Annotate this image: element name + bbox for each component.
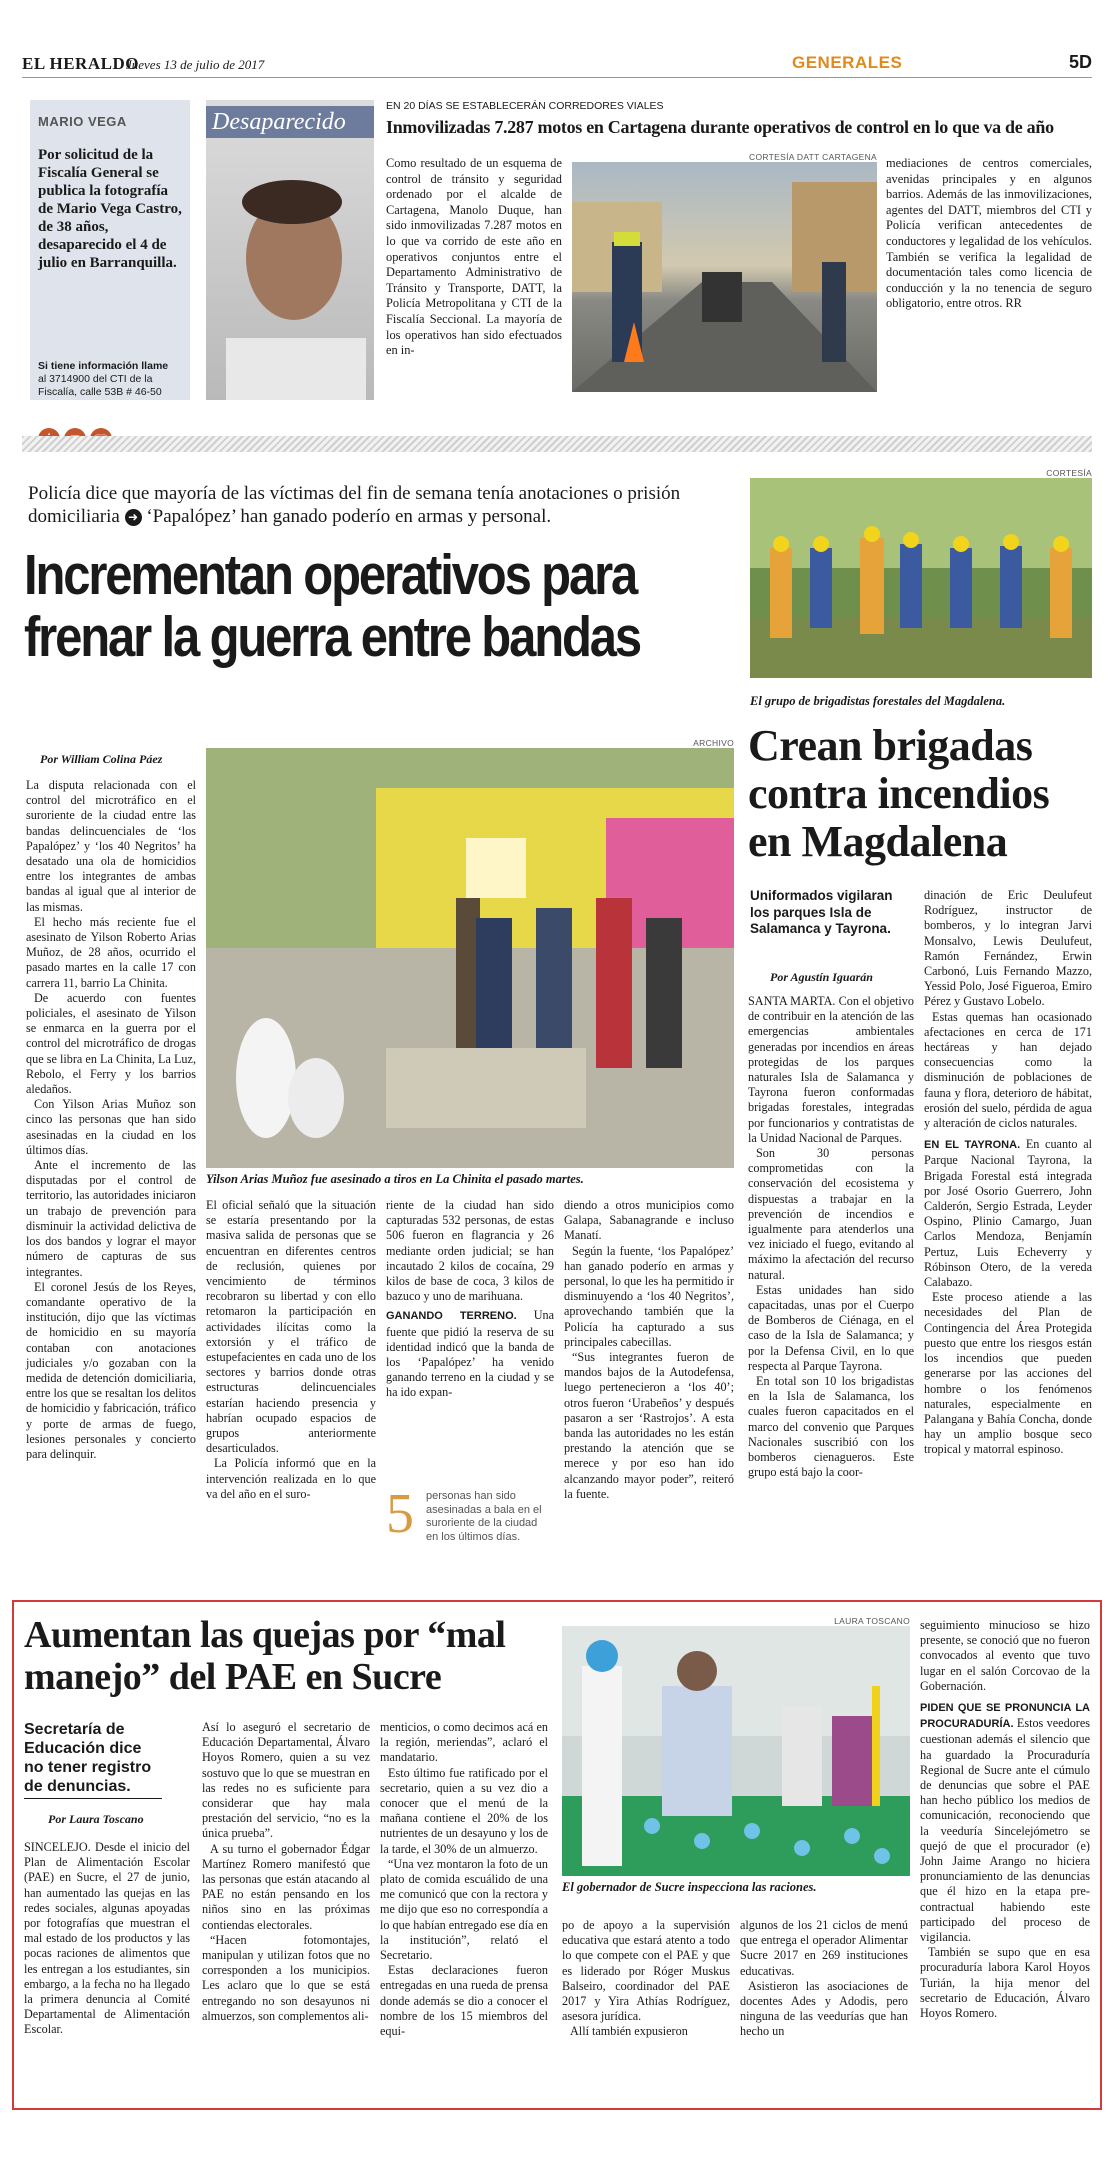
pae-subhead-para xyxy=(920,1700,1090,1945)
bandas-subhead-text: Una fuente que pidió la reserva de su identidad indicó que la banda de los ‘Papalópez’ ha venido ganando terreno en la ciudad y se ha ido expan- xyxy=(386,1308,554,1400)
bandas-p10: diendo a otros municipios como Galapa, Sabanagrande e incluso Manatí. xyxy=(564,1198,734,1243)
motos-kicker: EN 20 DÍAS SE ESTABLECERÁN CORREDORES VIALES xyxy=(386,100,664,112)
page-header xyxy=(22,48,1092,78)
pae-p1: SINCELEJO. Desde el inicio del Plan de Alimentación Escolar (PAE) en Sucre, el 27 de junio, han aumentado las quejas en las redes sociales, algunas apoyadas por fotografías que muestran el mal estado de los productos y las pocas raciones de alimentos que les entregan a los estudiantes, sin embargo, a la fecha no ha llegado la primera denuncia al Comité Departamental de Alimentación Escolar. xyxy=(24,1840,190,2037)
pae-p10: Allí también expusieron xyxy=(570,2024,688,2039)
motos-photo xyxy=(572,162,877,392)
pae-p6: Esto último fue ratificado por el secretario, quien a su vez dio a conocer que el menú de la mañana contiene el 20% de los nutrientes de un desayuno y los de la tarde, el 30% de un almuerzo. xyxy=(380,1765,548,1856)
section-name: GENERALES xyxy=(792,53,903,72)
traffic-scene xyxy=(572,162,877,392)
bandas-col3 xyxy=(386,1198,554,1401)
pae-p13: seguimiento minucioso se hizo presente, se conoció que no fueron convocados al evento que tuvo lugar en el salón Corcovao de la Gobernación. xyxy=(920,1618,1090,1693)
brigadas-photo xyxy=(750,478,1092,678)
bandas-p7: El oficial señaló que la situación se estaría presentando por la masiva salida de personas que se encuentran en diferentes centros de reclusión, quienes por vencimiento de términos recobraron su libertad y con ello retomaron la participación en actividades ilícitas como la extorsión y el tráfico de estupefacientes en cada uno de los sectores y barrios donde otras estructuras delincuenciales estarían haciendo presencia y habrían ocupado espacios de grupos anteriormente desarticulados. xyxy=(206,1198,376,1456)
bandas-byline: Por William Colina Páez xyxy=(40,752,163,766)
missing-text: Por solicitud de la Fiscalía General se publica la fotografía de Mario Vega Castro, de 38 años, desaparecido el 4 de julio en Barranquilla. xyxy=(38,147,182,271)
bandas-stat-text: personas han sido asesinadas a bala en el suroriente de la ciudad en los últimos días. xyxy=(426,1490,542,1543)
pae-p9: po de apoyo a la supervisión educativa que estará atento a todo lo que compete con el PAE y que es liderado por Róger Muskus Balseiro, coordinador del PAE 2017 y Yira Athías Rodríguez, asesora jurídica. xyxy=(562,1918,730,2024)
pae-photo-credit: LAURA TOSCANO xyxy=(834,1616,910,1626)
brigadas-p6: Estas quemas han ocasionado afectaciones en cerca de 171 hectáreas y han dejado consecuencias como la disminución de poblaciones de fauna y flora, deterioro de hábitat, erosión del suelo, pérdida de agua y alteración de ciclos naturales. xyxy=(924,1009,1092,1131)
bandas-col1 xyxy=(26,778,196,1462)
missing-info-title: Si tiene información llame xyxy=(38,360,169,372)
brigadas-col2 xyxy=(924,888,1092,1458)
pae-col4 xyxy=(562,1918,730,2040)
motos-col2: mediaciones de centros comerciales, avenidas principales y en algunos barrios. Además de las inmovilizaciones, agentes del DATT, miembros del CTI y Policía verifican antecedentes de conductores y legalidad de los vehículos. También se verifica la legalidad de documentación tales como licencia de conducción y la no tenencia de seguro obligatorio, entre otros. RR xyxy=(886,156,1092,311)
page-number: 5D xyxy=(1068,52,1092,72)
missing-photo xyxy=(206,100,374,400)
brigadas-deck: Uniformados vigilaran los parques Isla de Salamanca y Tayrona. xyxy=(750,888,893,936)
pae-p3: A su turno el gobernador Édgar Martínez Romero manifestó que las personas que están atacando al PAE no están pensando en los niños sino en las próximas contiendas electorales. xyxy=(202,1841,370,1932)
masthead: EL HERALDO xyxy=(22,54,139,73)
brigadas-subhead: EN EL TAYRONA. xyxy=(924,1139,1021,1152)
pae-col1 xyxy=(24,1840,190,2038)
bandas-p4: Con Yilson Arias Muñoz son cinco las personas que han sido asesinadas en la ciudad en los últimos días. xyxy=(26,1097,196,1157)
bandas-stat-box xyxy=(386,1483,554,1576)
brigadas-caption: El grupo de brigadistas forestales del Magdalena. xyxy=(750,694,1006,708)
bandas-deck-text-2: ‘Papalópez’ han ganado poderío en armas y personal. xyxy=(146,506,552,527)
bandas-photo-credit: ARCHIVO xyxy=(693,738,734,748)
pae-p8: Estas declaraciones fueron entregadas en una rueda de prensa donde además se dio a conocer el nombre de los 15 miembros del equi- xyxy=(380,1963,548,2039)
motos-headline: Inmovilizadas 7.287 motos en Cartagena durante operativos de control en lo que va de año xyxy=(386,117,1054,137)
motos-col1: Como resultado de un esquema de control de tránsito y seguridad ordenado por el alcalde de Cartagena, Manolo Duque, han sido inmovilizadas 7.287 motos en lo que va corrido de este año en operativos conjuntos entre el Departamento Administrativo de Tránsito y Transporte, DATT, la Policía Metropolitana y CTI de la Fiscalía Seccional. La mayoría de los operativos han sido efectuados en in- xyxy=(386,156,562,358)
bandas-p11: Según la fuente, ‘los Papalópez’ han ganado poderío en armas y personal, lo que les ha permitido ir disminuyendo a ‘los 40 Negritos’, aprovechando también que la Policía ha capturado a sus principales cabecillas. xyxy=(564,1243,734,1349)
section-divider xyxy=(22,436,1092,452)
pae-p11: algunos de los 21 ciclos de menú que entrega el operador Alimentar Sucre 2017 en 269 instituciones educativas. xyxy=(740,1918,908,1978)
brigadas-p7: Este proceso atiende a las necesidades del Plan de Contingencia del Área Protegida puesto que entre los riesgos están los incendios que pueden generarse por las acciones del hombre o los fenómenos naturales, especialmente en Palangana y Bahía Concha, donde hay un amplio bosque seco tropical y matorral espinoso. xyxy=(924,1290,1092,1457)
bandas-p8: La Policía informó que en la intervención realizada en lo que va del año en el suro- xyxy=(206,1456,376,1501)
brigadas-byline: Por Agustín Iguarán xyxy=(770,970,873,984)
bandas-subhead-para xyxy=(386,1308,554,1400)
pae-col6 xyxy=(920,1618,1090,2021)
pae-p5: menticios, o como decimos acá en la región, meriendas”, aclaró el mandatario. xyxy=(380,1720,548,1765)
brigadas-subhead-para xyxy=(924,1137,1092,1290)
arrow-icon: ➜ xyxy=(125,509,142,526)
pae-deck: Secretaría de Educación dice no tener registro de denuncias. xyxy=(24,1721,152,1795)
crime-scene xyxy=(206,748,734,1168)
pae-col3 xyxy=(380,1720,548,2039)
bandas-headline: Incrementan operativos para frenar la guerra entre bandas xyxy=(24,543,641,669)
pae-col5 xyxy=(740,1918,908,2040)
bandas-p2: El hecho más reciente fue el asesinato de Yilson Roberto Arias Muñoz, de 28 años, ocurrido el pasado martes en la calle 17 con carrera 11, barrio La Chinita. xyxy=(26,914,196,990)
pae-p4: “Hacen fotomontajes, manipulan y utilizan fotos que no corresponden a los municipios. Les aclaro que lo que se está entregando no son desayunos ni almuerzos, son complementos ali- xyxy=(202,1932,370,2023)
pae-caption: El gobernador de Sucre inspecciona las raciones. xyxy=(562,1880,817,1894)
brigadas-p5: dinación de Eric Deulufeut Rodríguez, instructor de bomberos, y lo integran Jarvi Monsalvo, Lewis Deulufeut, Ramón Fernández, Erwin Carbonó, Luis Fernando Mazzo, Yessid Polo, José Figueroa, Emiro Pérez y Gustavo Lobelo. xyxy=(924,888,1092,1009)
brigadas-p1: SANTA MARTA. Con el objetivo de contribuir en la atención de las emergencias ambientales generadas por incendios en áreas protegidas de los parques naturales Isla de Salamanca y Tayrona fueron conformadas brigadas forestales, integradas por funcionarios y contratistas de la Unidad Nacional de Parques. xyxy=(748,994,914,1145)
brigadas-p4: En total son 10 los brigadistas en la Isla de Salamanca, los cuales fueron capacitados en el marco del convenio que Parques Nacionales suscribió con los bomberos cienagueros. Este grupo está bajo la coor- xyxy=(748,1374,914,1480)
bandas-deck-text: Policía dice que mayoría de las víctimas del fin de semana tenía anotaciones o prisión domiciliaria xyxy=(28,483,681,527)
pae-p14: También se supo que en esa procuraduría labora Karol Hoyos Turián, la hija menor del secretario de Educación, Álvaro Hoyos Romero. xyxy=(920,1945,1090,2021)
bandas-col4 xyxy=(564,1198,734,1502)
pae-p2: Así lo aseguró el secretario de Educación Departamental, Álvaro Hoyos Romero, quien a su vez sostuvo que lo que se muestran en las redes no es suficiente para considerar que hay mala prestación del servicio, “no es la única prueba”. xyxy=(202,1720,370,1841)
governor-inspection xyxy=(562,1626,910,1876)
bandas-p6: El coronel Jesús de los Reyes, comandante operativo de la institución, dijo que las víctimas de homicidio en su mayoría contaban con anotaciones judiciales y/o gozaban con la medida de detención domiciliaria, entre los que se resaltan los delitos de homicidio y fabricación, tráfico y porte de armas de fuego, lesiones personales y concierto para delinquir. xyxy=(26,1279,196,1461)
bandas-p1: La disputa relacionada con el control del microtráfico en el suroriente de la ciudad entre las bandas delincuenciales de ‘los Papalópez’ y ‘los 40 Negritos’ ha desatado una ola de homicidios entre los integrantes de ambas bandas al igual que al interior de las mismas. xyxy=(26,778,196,914)
bandas-caption: Yilson Arias Muñoz fue asesinado a tiros en La Chinita el pasado martes. xyxy=(206,1172,584,1186)
motos-article xyxy=(386,100,1092,400)
brigadas-photo-credit: CORTESÍA xyxy=(1046,468,1092,478)
brigade-group xyxy=(750,478,1092,678)
bandas-p5: Ante el incremento de las disputadas por el control de territorio, las autoridades iniciaron un trabajo de prevención para disminuir la actividad delictiva de los dos bandos y lograr el mayor número de capturas de sus integrantes. xyxy=(26,1158,196,1279)
bandas-stat-number: 5 xyxy=(386,1483,414,1545)
brigadas-subhead-text: En cuanto al Parque Nacional Tayrona, la Brigada Forestal está integrada por José Osorio Guerrero, John Calderón, Sergio Estrada, Leyder Ospino, Plinio Camargo, Juan Carlos Mendoza, Benjamín Pertuz, Luis Echeverry y Róbinson Otero, de la vereda Calabazo. xyxy=(924,1137,1093,1290)
missing-name: MARIO VEGA xyxy=(38,114,127,129)
brigadas-p2: Son 30 personas comprometidas con la conservación del ecosistema y dispuestas a trabajar en la prevención de incendios e igualmente para atenderlos una vez iniciado el fuego, evitando al máximo la afectación del recurso natural. xyxy=(748,1146,914,1282)
motos-photo-credit: CORTESÍA DATT CARTAGENA xyxy=(749,152,877,162)
pae-col2 xyxy=(202,1720,370,2024)
missing-tag: Desaparecido xyxy=(206,106,374,138)
pae-headline: Aumentan las quejas por “mal manejo” del PAE en Sucre xyxy=(24,1614,506,1698)
bandas-subhead: GANANDO TERRENO. xyxy=(386,1310,517,1323)
pae-deck-rule xyxy=(24,1798,162,1799)
pae-p12: Asistieron las asociaciones de docentes Ades y Adodis, pero ninguna de las veedurías que han hecho un xyxy=(740,1978,908,2039)
pae-photo xyxy=(562,1626,910,1876)
pae-subhead: PIDEN QUE SE PRONUNCIA LA PROCURADURÍA. xyxy=(920,1702,1090,1731)
bandas-p9: riente de la ciudad han sido capturadas 532 personas, de estas 506 fueron en flagrancia y 26 mediante orden judicial; se han incautado 2 kilos de cocaína, 29 kilos de base de coca, 3 kilos de bazuco y uno de marihuana. xyxy=(386,1198,554,1304)
pae-byline: Por Laura Toscano xyxy=(48,1812,144,1826)
bandas-photo xyxy=(206,748,734,1168)
bandas-p3: De acuerdo con fuentes policiales, el asesinato de Yilson se enmarca en la guerra por el control del microtráfico de drogas que se libra en La Chinita, La Luz, Rebolo, el Ferry y los barrios aledaños. xyxy=(26,990,196,1097)
missing-info: al 3714900 del CTI de la Fiscalía, calle 53B # 46-50 xyxy=(38,373,162,398)
brigadas-headline: Crean brigadas contra incendios en Magdalena xyxy=(748,721,1050,866)
brigadas-col1 xyxy=(748,994,914,1481)
date: Jueves 13 de julio de 2017 xyxy=(126,57,265,72)
bandas-deck xyxy=(28,482,728,528)
pae-p7: “Una vez montaron la foto de un plato de comida escuálido de una me comunicó que con la rectora y me dijo que eso no correspondía a lo que habían entregado ese día en la institución”, relató el Secretario. xyxy=(380,1856,548,1963)
brigadas-p3: Estas unidades han sido capacitadas, unas por el Cuerpo de Bomberos de Ciénaga, en el caso de la Isla de Salamanca; y por la Defensa Civil, en lo que respecta al Parque Tayrona. xyxy=(748,1282,914,1373)
bandas-p12: “Sus integrantes fueron de mandos bajos de la Autodefensa, luego pertenecieron a ‘los 40’; otros fueron ‘Urabeños’ y después pasaron a ser ‘Rastrojos’. A esta banda las autoridades no les están prestando la atención que se merece y por eso han ido alcanzando mayor poder”, reiteró la fuente. xyxy=(564,1350,734,1501)
missing-person-box xyxy=(30,100,190,400)
portrait-illustration xyxy=(206,138,374,400)
pae-subhead-text: Estos veedores cuestionan además el silencio que ha guardado la Procuraduría Regional de Sucre ante el cúmulo de denuncias que sobre el PAE han hecho público los medios de comunicación, reconociendo que la veeduría Sincelejómetro se quejó de que el procurador (e) John Jaime Arango no hiciera pronunciamiento de las denuncias que él hizo en la etapa pre-contractual habiendo este participado del proceso de vigilancia. xyxy=(920,1716,1090,1945)
bandas-col2 xyxy=(206,1198,376,1502)
